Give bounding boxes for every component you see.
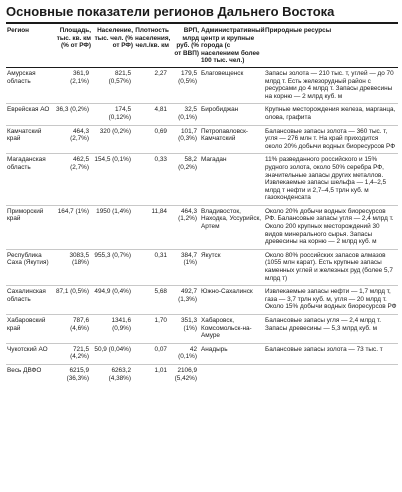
cell-region: Еврейская АО — [6, 104, 52, 125]
cell-grp: 492,7 (1,3%) — [170, 286, 200, 315]
cell-cities: Владивосток, Находка, Уссурийск, Артем — [200, 205, 264, 249]
cell-population: 1341,6 (0,9%) — [92, 315, 134, 344]
cell-density: 1,70 — [134, 315, 170, 344]
cell-area: 787,6 (4,6%) — [52, 315, 92, 344]
cell-density: 5,68 — [134, 286, 170, 315]
table-title: Основные показатели регионов Дальнего Востока — [6, 4, 398, 24]
header-region: Регион — [6, 26, 52, 67]
cell-density: 0,33 — [134, 154, 170, 206]
cell-area: 462,5 (2,7%) — [52, 154, 92, 206]
cell-resources — [264, 364, 398, 385]
header-density: Плотность населения, чел./кв. км — [134, 26, 170, 67]
header-row — [6, 26, 398, 67]
cell-population: 821,5 (0,57%) — [92, 67, 134, 103]
table-row — [6, 364, 398, 385]
table-row — [6, 154, 398, 206]
cell-population: 494,9 (0,4%) — [92, 286, 134, 315]
cell-area: 36,3 (0,2%) — [52, 104, 92, 125]
cell-population: 50,9 (0,04%) — [92, 343, 134, 364]
header-grp: ВРП, млрд руб. (% от ВВП) — [170, 26, 200, 67]
cell-population: 6263,2 (4,38%) — [108, 366, 131, 382]
cell-grp: 42 (0,1%) — [170, 343, 200, 364]
cell-density: 1,01 — [154, 366, 167, 374]
header-area: Площадь, тыс. кв. км (% от РФ) — [52, 26, 92, 67]
table-header — [6, 26, 398, 67]
cell-region: Сахалинская область — [6, 286, 52, 315]
table-row — [6, 125, 398, 154]
cell-cities: Магадан — [200, 154, 264, 206]
cell-resources: Около 80% российских запасов алмазов (1055 млн карат). Есть крупные запасы каменных углей и железных руд (более 5,7 млрд т) — [264, 249, 398, 285]
cell-region: Хабаровский край — [6, 315, 52, 344]
header-cities: Административный центр и крупные города (с населением более 100 тыс. чел.) — [200, 26, 264, 67]
cell-region: Магаданская область — [6, 154, 52, 206]
table-row — [6, 315, 398, 344]
cell-grp: 179,5 (0,5%) — [170, 67, 200, 103]
cell-area: 361,9 (2,1%) — [52, 67, 92, 103]
cell-cities: Благовещенск — [200, 67, 264, 103]
cell-region: Весь ДВФО — [7, 366, 42, 374]
cell-area: 721,5 (4,2%) — [52, 343, 92, 364]
table-row — [6, 343, 398, 364]
cell-cities: Хабаровск, Комсомольск-на-Амуре — [200, 315, 264, 344]
cell-area: 87,1 (0,5%) — [52, 286, 92, 315]
table-row — [6, 205, 398, 249]
cell-density: 11,84 — [134, 205, 170, 249]
header-resources: Природные ресурсы — [264, 26, 398, 67]
cell-grp: 464,3 (1,2%) — [170, 205, 200, 249]
cell-grp: 2106,9 (5,42%) — [174, 366, 197, 382]
cell-cities: Анадырь — [200, 343, 264, 364]
table-row — [6, 67, 398, 103]
cell-grp: 384,7 (1%) — [170, 249, 200, 285]
cell-grp: 58,2 (0,2%) — [170, 154, 200, 206]
table-row — [6, 104, 398, 125]
cell-resources: Запасы золота — 210 тыс. т, углей — до 70 млрд т. Есть железорудный район с ресурсами до 4 млрд т. Запасы древесины на корню — 2 млрд куб. м — [264, 67, 398, 103]
cell-region: Приморский край — [6, 205, 52, 249]
cell-population: 174,5 (0,12%) — [92, 104, 134, 125]
cell-cities: Южно-Сахалинск — [200, 286, 264, 315]
cell-area: 464,3 (2,7%) — [52, 125, 92, 154]
cell-region: Камчатский край — [6, 125, 52, 154]
cell-area: 6215,9 (36,3%) — [66, 366, 89, 382]
cell-density: 0,07 — [134, 343, 170, 364]
header-population: Население, тыс. чел. (% от РФ) — [92, 26, 134, 67]
cell-resources: Крупные месторождения железа, марганца, олова, графита — [264, 104, 398, 125]
cell-grp: 351,3 (1%) — [170, 315, 200, 344]
cell-grp: 101,7 (0,3%) — [170, 125, 200, 154]
table-body — [6, 67, 398, 385]
cell-area: 3083,5 (18%) — [52, 249, 92, 285]
document — [6, 4, 398, 385]
regions-table — [6, 26, 398, 385]
cell-grp: 32,5 (0,1%) — [170, 104, 200, 125]
cell-density: 0,31 — [134, 249, 170, 285]
cell-resources: Балансовые запасы золота — 360 тыс. т, угля — 276 млн т. На край приходится около 20% добычи водных биоресурсов РФ — [264, 125, 398, 154]
cell-resources: 11% разведанного российского и 15% рудного золота, около 50% серебра РФ, значительные запасы других металлов. Извлекаемые запасы шельфа — 1,4–2,5 млрд т нефти и 2,7–4,5 трлн куб. м газоконденсата — [264, 154, 398, 206]
cell-resources: Около 20% добычи водных биоресурсов РФ. Балансовые запасы угля — 2,4 млрд т. Около 200 крупных месторождений 30 видов минерального сырья. Запасы древесины на корню — 2 млрд куб. м — [264, 205, 398, 249]
cell-population: 154,5 (0,1%) — [92, 154, 134, 206]
cell-region: Республика Саха (Якутия) — [6, 249, 52, 285]
cell-density: 0,69 — [134, 125, 170, 154]
cell-population: 1950 (1,4%) — [92, 205, 134, 249]
cell-population: 955,3 (0,7%) — [92, 249, 134, 285]
cell-density: 2,27 — [134, 67, 170, 103]
cell-resources: Балансовые запасы золота — 73 тыс. т — [264, 343, 398, 364]
cell-region: Амурская область — [6, 67, 52, 103]
cell-resources: Балансовые запасы угля — 2,4 млрд т. Запасы древесины — 5,3 млрд куб. м — [264, 315, 398, 344]
cell-cities: Петропавловск-Камчатский — [200, 125, 264, 154]
cell-density: 4,81 — [134, 104, 170, 125]
table-row — [6, 286, 398, 315]
cell-cities: Биробиджан — [200, 104, 264, 125]
cell-population: 320 (0,2%) — [92, 125, 134, 154]
cell-resources: Извлекаемые запасы нефти — 1,7 млрд т, газа — 3,7 трлн куб. м, угля — 20 млрд т. Около 15% добычи водных биоресурсов РФ — [264, 286, 398, 315]
cell-area: 164,7 (1%) — [52, 205, 92, 249]
cell-region: Чукотский АО — [6, 343, 52, 364]
table-row — [6, 249, 398, 285]
cell-cities: Якутск — [200, 249, 264, 285]
cell-cities — [200, 364, 264, 385]
